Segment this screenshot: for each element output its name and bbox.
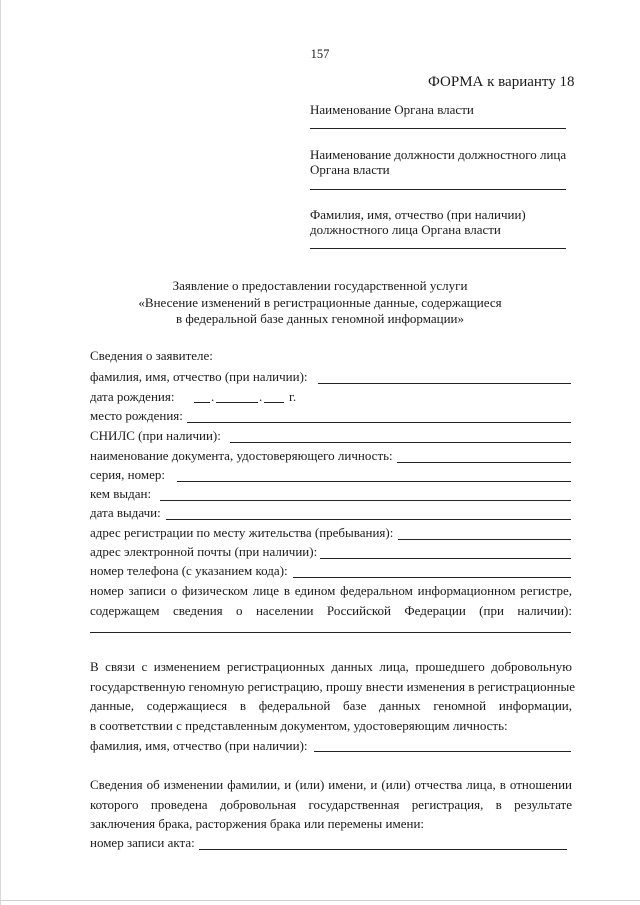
title-line-3: в федеральной базе данных геномной информации»	[175, 311, 465, 326]
issued-by-field[interactable]	[160, 500, 571, 501]
birth-year-field[interactable]	[264, 402, 284, 403]
series-number-field[interactable]	[177, 481, 571, 482]
official-name-label-1: Фамилия, имя, отчество (при наличии)	[310, 207, 526, 222]
official-position-label-1: Наименование должности должностного лица	[310, 147, 567, 162]
birth-day-field[interactable]	[194, 402, 210, 403]
name-change-line-3: заключения брака, расторжения брака или перемены имени:	[90, 816, 425, 831]
act-record-number-field[interactable]	[199, 849, 567, 850]
birth-place-field[interactable]	[187, 422, 571, 423]
page-number: 157	[310, 47, 330, 61]
birth-month-field[interactable]	[216, 402, 258, 403]
registry-number-field[interactable]	[90, 632, 571, 633]
change-request-line-2: государственную геномную регистрацию, прошу внести изменения в регистрационные	[90, 679, 576, 694]
official-name-field[interactable]	[310, 248, 566, 249]
form-label: ФОРМА к варианту 18	[428, 74, 575, 90]
name-change-line-1: Сведения об изменении фамилии, и (или) имени, и (или) отчества лица, в отношении	[90, 777, 572, 792]
scan-edge-bottom	[0, 900, 640, 901]
title-line-1: Заявление о предоставлении государственной услуги	[172, 278, 468, 293]
new-full-name-label: фамилия, имя, отчество (при наличии):	[90, 738, 308, 753]
applicant-heading: Сведения о заявителе:	[90, 348, 213, 363]
phone-label: номер телефона (с указанием кода):	[90, 563, 288, 578]
act-record-number-label: номер записи акта:	[90, 835, 195, 850]
applicant-full-name-label: фамилия, имя, отчество (при наличии):	[90, 369, 308, 384]
official-position-label-2: Органа власти	[310, 162, 390, 177]
applicant-full-name-field[interactable]	[318, 383, 571, 384]
phone-field[interactable]	[293, 577, 571, 578]
birth-year-suffix: г.	[289, 389, 297, 404]
issue-date-field[interactable]	[166, 519, 571, 520]
series-number-label: серия, номер:	[90, 467, 165, 482]
registration-address-field[interactable]	[398, 539, 571, 540]
name-change-line-2: которого проведена добровольная государственная регистрация, в результате	[90, 797, 572, 812]
email-field[interactable]	[320, 558, 571, 559]
birth-date-separator-1: .	[211, 389, 215, 404]
registry-label-1: номер записи о физическом лице в едином федеральном информационном регистре,	[90, 583, 572, 598]
birth-place-label: место рождения:	[90, 408, 183, 423]
change-request-line-3: данные, содержащиеся в федеральной базе данных геномной информации,	[90, 698, 572, 713]
change-request-line-1: В связи с изменением регистрационных данных лица, прошедшего добровольную	[90, 659, 572, 674]
registry-label-2: содержащем сведения о населении Российской Федерации (при наличии):	[90, 603, 572, 618]
snils-label: СНИЛС (при наличии):	[90, 428, 221, 443]
title-line-2: «Внесение изменений в регистрационные данные, содержащиеся	[138, 295, 502, 310]
official-name-label-2: должностного лица Органа власти	[310, 222, 501, 237]
organ-name-field[interactable]	[310, 128, 566, 129]
issued-by-label: кем выдан:	[90, 486, 152, 501]
change-request-line-4: в соответствии с представленным документом, удостоверяющим личность:	[90, 718, 508, 733]
scan-edge-left	[0, 0, 1, 905]
email-label: адрес электронной почты (при наличии):	[90, 544, 318, 559]
new-full-name-field[interactable]	[314, 751, 571, 752]
birth-date-separator-2: .	[259, 389, 263, 404]
registration-address-label: адрес регистрации по месту жительства (пребывания):	[90, 525, 394, 540]
organ-name-label: Наименование Органа власти	[310, 102, 474, 117]
snils-field[interactable]	[230, 442, 571, 443]
issue-date-label: дата выдачи:	[90, 505, 161, 520]
official-position-field[interactable]	[310, 189, 566, 190]
id-document-label: наименование документа, удостоверяющего личность:	[90, 448, 393, 463]
id-document-field[interactable]	[397, 462, 571, 463]
birth-date-label: дата рождения:	[90, 389, 175, 404]
